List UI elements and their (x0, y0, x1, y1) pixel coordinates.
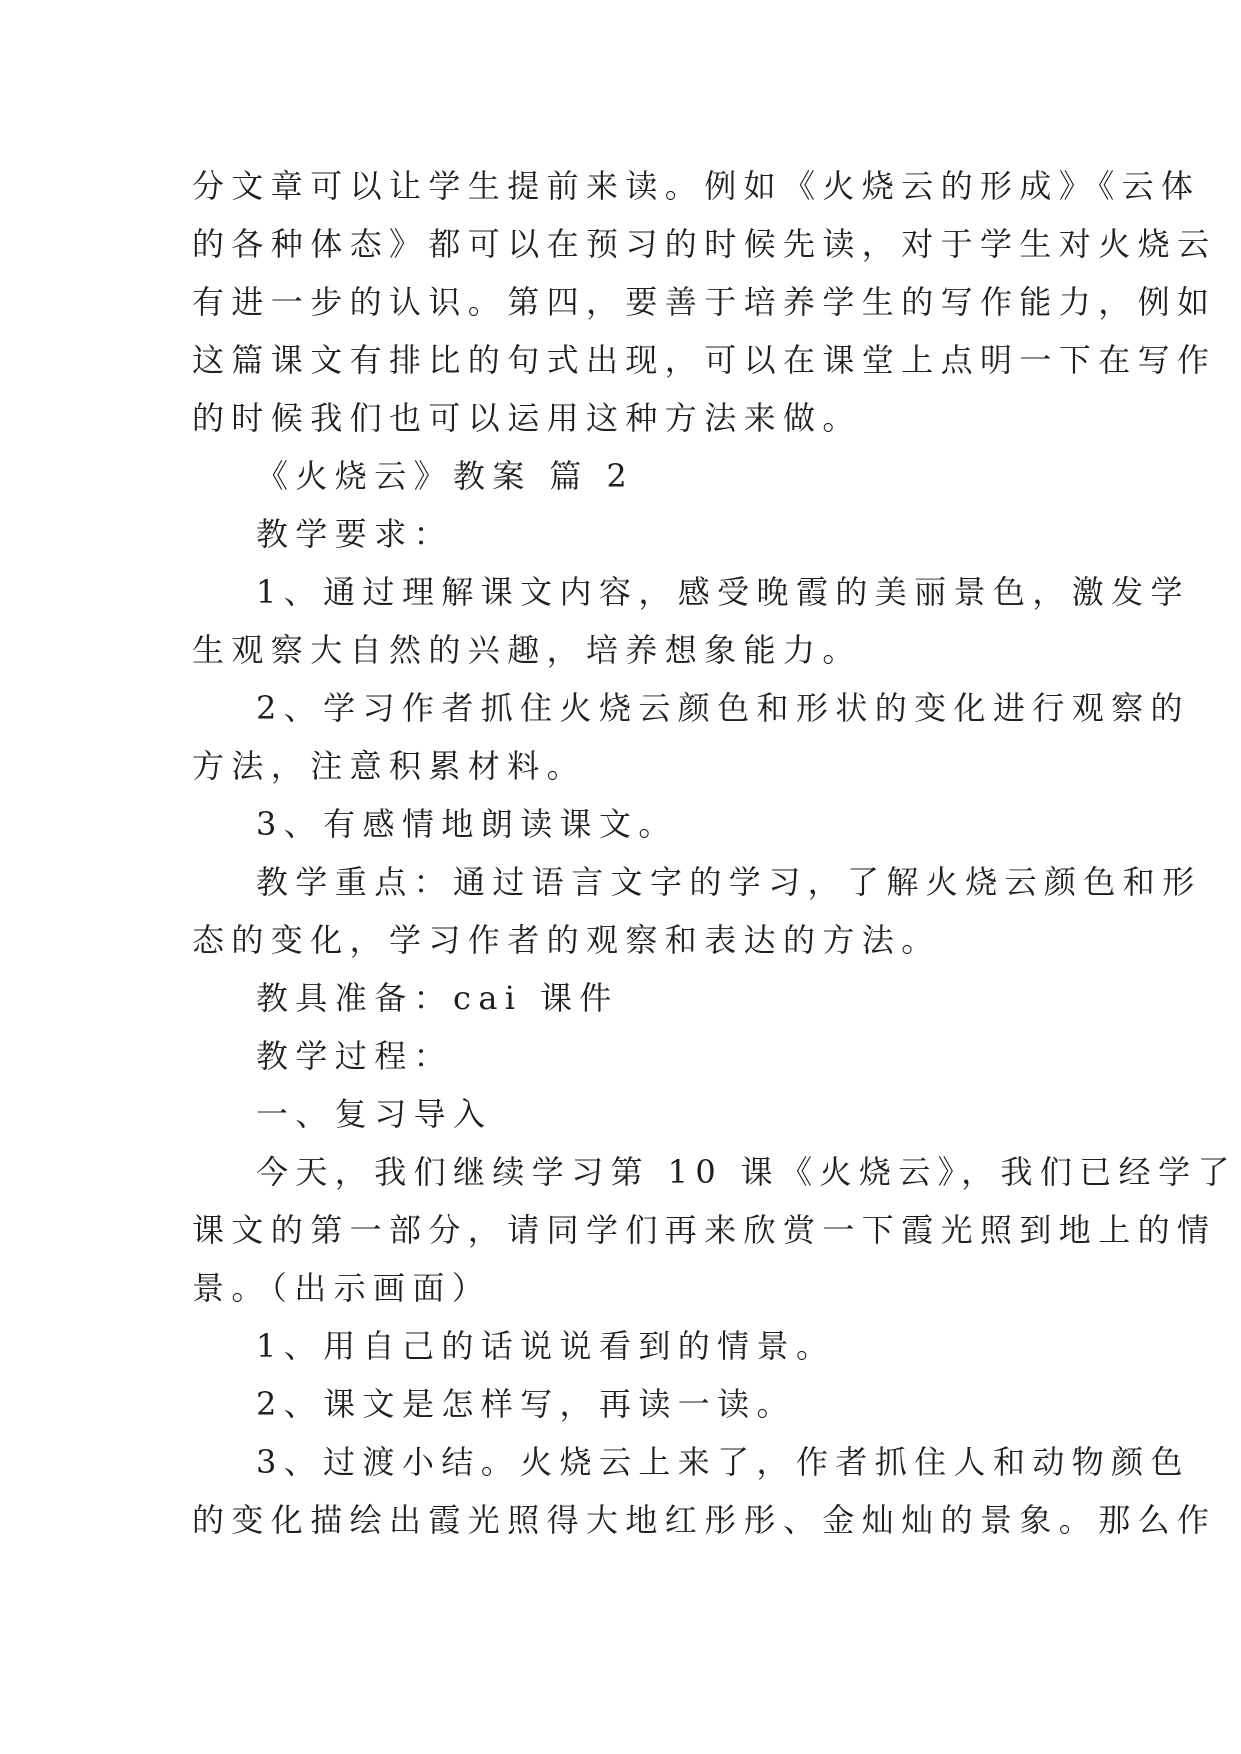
paragraph-line: 方法，注意积累材料。 (192, 747, 587, 785)
section-heading: 《火烧云》教案 篇 2 (256, 457, 635, 495)
paragraph-line: 态的变化，学习作者的观察和表达的方法。 (192, 921, 941, 959)
list-item: 1、通过理解课文内容，感受晚霞的美丽景色，激发学 (256, 573, 1190, 611)
paragraph-line: 的变化描绘出霞光照得大地红彤彤、金灿灿的景象。那么作 (192, 1501, 1217, 1539)
paragraph-line: 景。（出示画面） (192, 1269, 492, 1307)
paragraph-line: 这篇课文有排比的句式出现，可以在课堂上点明一下在写作 (192, 341, 1217, 379)
paragraph-line: 的各种体态》都可以在预习的时候先读，对于学生对火烧云 (192, 225, 1217, 263)
paragraph-line: 课文的第一部分，请同学们再来欣赏一下霞光照到地上的情 (192, 1211, 1217, 1249)
subheading-teaching-requirements: 教学要求： (256, 515, 454, 553)
list-item: 1、用自己的话说说看到的情景。 (256, 1327, 836, 1365)
list-item: 3、有感情地朗读课文。 (256, 805, 678, 843)
subheading-teaching-process: 教学过程： (256, 1037, 454, 1075)
list-item: 2、学习作者抓住火烧云颜色和形状的变化进行观察的 (256, 689, 1190, 727)
list-item: 3、过渡小结。火烧云上来了，作者抓住人和动物颜色 (256, 1443, 1190, 1481)
paragraph-line: 教具准备：cai 课件 (256, 979, 619, 1017)
paragraph-line: 今天，我们继续学习第 10 课《火烧云》，我们已经学了 (256, 1153, 1237, 1191)
paragraph-line: 分文章可以让学生提前来读。例如《火烧云的形成》《云体 (192, 167, 1201, 205)
list-item: 2、课文是怎样写，再读一读。 (256, 1385, 796, 1423)
paragraph-line: 教学重点：通过语言文字的学习，了解火烧云颜色和形 (256, 863, 1202, 901)
paragraph-line: 有进一步的认识。第四，要善于培养学生的写作能力，例如 (192, 283, 1217, 321)
subheading-review: 一、复习导入 (256, 1095, 493, 1133)
paragraph-line: 的时候我们也可以运用这种方法来做。 (192, 399, 862, 437)
paragraph-line: 生观察大自然的兴趣，培养想象能力。 (192, 631, 862, 669)
